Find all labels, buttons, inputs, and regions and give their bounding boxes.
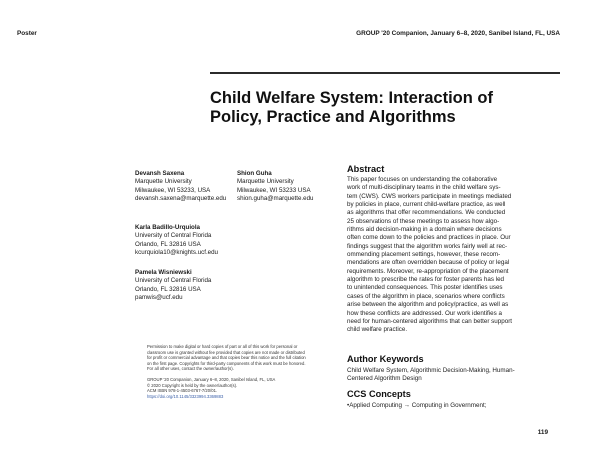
- ccs-text: •Applied Computing → Computing in Government;: [347, 402, 487, 409]
- citation-line: ACM ISBN 978-1-4503-6767-7/20/01.: [147, 388, 218, 394]
- keywords-text: [347, 367, 563, 384]
- keywords-line: Child Welfare System, Algorithmic Decision-Making, Human-: [347, 367, 515, 374]
- permission-line: For all other uses, contact the owner/author(s).: [147, 366, 234, 372]
- ccs-heading: CCS Concepts: [347, 389, 411, 399]
- author-name: Karla Badillo-Urquiola: [135, 224, 200, 231]
- permission-line: on the first page. Copyrights for third-party components of this work must be honored.: [147, 360, 306, 366]
- abstract-line: requirements. Moreover, re-appropriation of the placement: [347, 267, 509, 275]
- abstract-line: arise between the algorithm and policy/practice, as well as: [347, 301, 509, 309]
- author-name: Pamela Wisniewski: [135, 269, 192, 276]
- author-email[interactable]: shion.guha@marquette.edu: [237, 194, 314, 202]
- author-affiliation: Marquette University: [237, 178, 294, 186]
- abstract-line: work of multi-disciplinary teams in the child welfare sys-: [347, 184, 501, 192]
- abstract-line: by policies in place, current child-welfare practice, as well: [347, 201, 506, 209]
- abstract-line: 25 observations of these meetings to assess how algo-: [347, 217, 500, 225]
- author-affiliation: University of Central Florida: [135, 277, 212, 285]
- abstract-line: ommending placement settings, however, these recom-: [347, 251, 501, 259]
- author-affiliation: University of Central Florida: [135, 232, 212, 240]
- doi-link[interactable]: https://doi.org/10.1145/3323994.3369883: [147, 393, 224, 399]
- permission-line: for profit or commercial advantage and that copies bear this notice and the full citation: [147, 355, 306, 361]
- abstract-line: tem (CWS). CWS workers participate in meetings mediated: [347, 192, 512, 200]
- abstract-line: This paper focuses on understanding the collaborative: [347, 176, 498, 183]
- abstract-line: mendations are often overridden because of policy or legal: [347, 259, 510, 267]
- author-email[interactable]: pamwis@ucf.edu: [135, 293, 183, 301]
- abstract-line: findings suggest that the algorithm works fairly well at rec-: [347, 242, 508, 250]
- abstract-line: need for human-centered algorithms that can better support: [347, 317, 513, 325]
- author-name: Shion Guha: [237, 170, 272, 177]
- citation-line: GROUP '20 Companion, January 6–8, 2020, Sanibel Island, FL, USA: [147, 377, 276, 382]
- paper-title: [210, 89, 570, 127]
- abstract-line: rithms aid decision-making in a domain where decisions: [347, 226, 502, 234]
- permission-notice: [147, 344, 325, 372]
- title-rule: [210, 72, 560, 74]
- permission-line: Permission to make digital or hard copies of part or all of this work for personal or: [147, 344, 298, 349]
- author-address: Orlando, FL 32816 USA: [135, 240, 201, 248]
- author-address: Milwaukee, WI 53233 USA: [237, 186, 311, 194]
- author-address: Orlando, FL 32816 USA: [135, 285, 201, 293]
- citation-line: © 2020 Copyright is held by the owner/author(s).: [147, 382, 238, 388]
- abstract-line: often come down to the policies and practices in place. Our: [347, 234, 511, 242]
- section-label: Poster: [17, 30, 37, 37]
- citation-info: [147, 377, 325, 399]
- page-number: 119: [537, 429, 548, 436]
- author-affiliation: Marquette University: [135, 178, 192, 186]
- author-name: Devansh Saxena: [135, 170, 185, 177]
- abstract-line: cases of the algorithm in place, scenarios where conflicts: [347, 292, 505, 300]
- permission-line: classroom use is granted without fee provided that copies are not made or distributed: [147, 349, 305, 355]
- author-block: [135, 224, 255, 257]
- author-address: Milwaukee, WI 53233, USA: [135, 186, 211, 194]
- abstract-text: [347, 176, 563, 335]
- author-email[interactable]: kcurquiola10@knights.ucf.edu: [135, 248, 218, 256]
- keywords-heading: Author Keywords: [347, 354, 424, 364]
- abstract-line: child welfare practice.: [347, 326, 408, 334]
- paper-title-line-2: Policy, Practice and Algorithms: [210, 108, 456, 126]
- author-block: [135, 269, 255, 302]
- abstract-line: how these conflicts are addressed. Our work identifies a: [347, 309, 502, 317]
- abstract-heading: Abstract: [347, 164, 385, 174]
- abstract-line: as algorithms that offer recommendations. We conducted: [347, 209, 506, 217]
- paper-title-line-1: Child Welfare System: Interaction of: [210, 89, 493, 107]
- author-email[interactable]: devansh.saxena@marquette.edu: [135, 194, 227, 202]
- abstract-line: to unintended consequences. This poster identifies uses: [347, 284, 503, 292]
- keywords-line: Centered Algorithm Design: [347, 375, 422, 383]
- abstract-line: algorithm to prescribe the rates for foster parents has led: [347, 276, 505, 284]
- author-block: [237, 170, 357, 203]
- venue-header: GROUP '20 Companion, January 6–8, 2020, Sanibel Island, FL, USA: [356, 30, 560, 37]
